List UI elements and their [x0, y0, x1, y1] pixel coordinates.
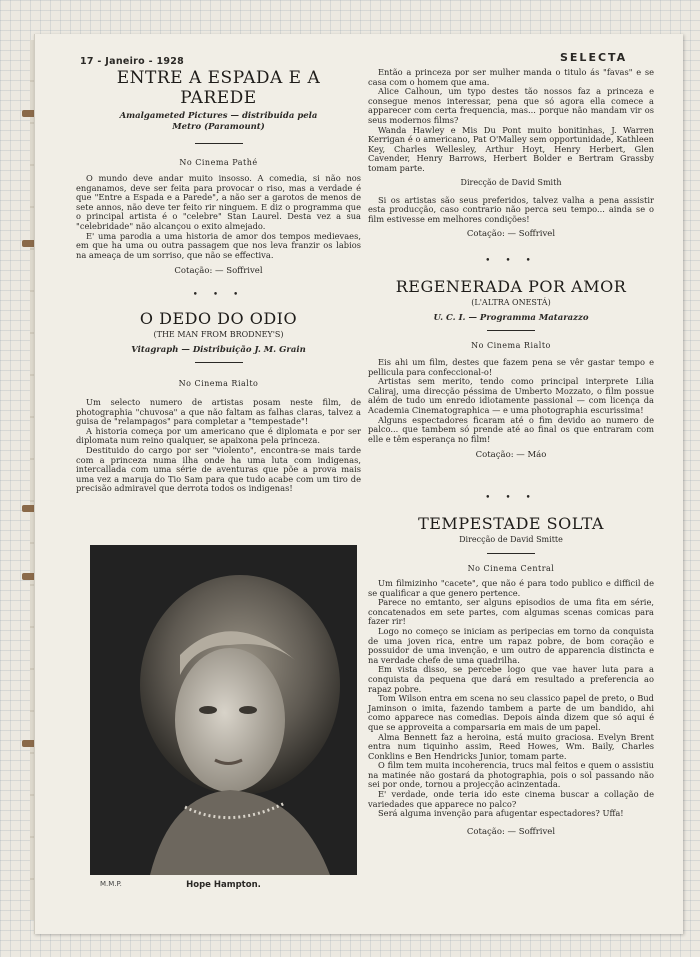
review-direction: Direcção de David Smitte	[459, 535, 563, 544]
review-title: REGENERADA POR AMOR	[395, 277, 627, 296]
paragraph: Um filmizinho "cacete", que não é para todo publico e difficil de se qualificar a que genero pertence.	[368, 578, 654, 598]
divider	[487, 330, 535, 331]
paragraph: Wanda Hawley e Mis Du Pont muito bonitinhas, J. Warren Kerrigan é o americano, Pat O'Malley sem opportunidade, Kathleen Key, Charles Wellesley, Arthur Hoyt, Henry Herbert, Glen Cavender, Henry Barrows, Herbert Bolder e Bertram Grassby tomam parte.	[368, 124, 654, 173]
review-o-dedo-continued	[368, 68, 654, 239]
portrait-photo	[90, 545, 357, 875]
paragraph: O film tem muita incoherencia, trucs mal feitos e quem o assistiu na matinée não gostará da photographia, pois o sol passando não sei por onde, tornou a projecção acinzentada.	[368, 760, 654, 790]
review-body	[368, 579, 654, 819]
review-closing	[368, 196, 654, 225]
divider	[195, 143, 243, 144]
review-rating: Cotação: — Soffrivel	[466, 229, 556, 240]
review-tempestade-solta	[368, 494, 654, 837]
review-original-title: (THE MAN FROM BRODNEY'S)	[153, 330, 284, 339]
review-producer: Vitagraph — Distribuição J. M. Grain	[131, 345, 306, 355]
review-venue: No Cinema Rialto	[178, 379, 259, 388]
divider	[487, 553, 535, 554]
portrait-illustration	[90, 545, 357, 875]
review-title: O DEDO DO ODIO	[139, 309, 298, 328]
paragraph: Alma Bennett faz a heroina, está muito graciosa. Evelyn Brent entra num tiquinho assim, Reed Howes, Wm. Baily, Charles Conklins e Ben Hendricks Junior, tomam parte.	[368, 731, 654, 761]
review-producer: Amalgameted Pictures — distribuida pela Metro (Paramount)	[119, 111, 318, 132]
ornament: • • •	[485, 256, 537, 266]
review-regenerada-por-amor	[368, 257, 654, 460]
paragraph: Em vista disso, se percebe logo que vae haver luta para a conquista da pequena que dará em resultado a preferencia ao rapaz pobre.	[368, 664, 654, 694]
paragraph: Logo no começo se iniciam as peripecias em torno da conquista de uma joven rica, entre um rapaz pobre, de bom coração e possuidor de uma invenção, e um outro de apparencia distincta e na verdade chefe de uma quadrilha.	[368, 625, 654, 665]
review-rating: Cotação: — Máo	[475, 450, 547, 461]
paragraph: A historia começa por um americano que é diplomata e por ser diplomata num reino qualquer, se apaixona pela princeza.	[76, 425, 361, 446]
review-body-continued	[368, 68, 654, 174]
review-producer: U. C. I. — Programma Matarazzo	[433, 313, 589, 323]
paragraph: Alice Calhoun, um typo destes tão nossos faz a princeza e consegue menos interessar, pena que só agora ella comece a apparecer com certa frequencia, mas... porque não mandam vir os seus modernos films?	[368, 86, 654, 125]
paragraph: Será alguma invenção para afugentar espectadores? Uffa!	[378, 808, 624, 819]
paragraph: Alguns espectadores ficaram até o fim devido ao numero de palco... que tambem só prende até ao final os que entraram com elle e têm esperança no film!	[368, 414, 654, 444]
paragraph: Um selecto numero de artistas posam neste film, de photographia "chuvosa" a que não faltam as falhas claras, talvez a guisa de "relampagos" para completar a "tempestade"!	[76, 397, 361, 427]
issue-date: 17 - Janeiro - 1928	[80, 56, 185, 67]
paragraph: Artistas sem merito, tendo como principal interprete Lilia Caliraj, uma direcção péssima de Umberto Mozzato, o film possue além de tudo um enredo idiotamente passional — com licença da Academia Cinematographica — e uma photographia escurissima!	[368, 376, 654, 415]
review-venue: No Cinema Central	[467, 564, 555, 573]
paragraph: Parece no emtanto, ser alguns episodios de uma fita em série, concatenados em sete partes, com algumas scenas comicas para fazer rir!	[368, 597, 654, 627]
divider	[195, 362, 243, 363]
review-title: ENTRE A ESPADA E A PAREDE	[116, 68, 321, 108]
paragraph: E' uma parodia a uma historia de amor dos tempos medievaes, em que ha uma ou outra passagem que nos leva franzir os labios na ameaça de um sorriso, que não se effectiva.	[76, 230, 361, 260]
review-body	[368, 358, 654, 444]
review-venue: No Cinema Rialto	[471, 341, 551, 350]
paragraph: O mundo deve andar muito insosso. A comedia, si não nos enganamos, deve ser feita para provocar o riso, mas a verdade é que "Entre a Espada e a Parede", a não ser a garotos de menos de sete annos, não deve ter feito rir ninguem. E diz o programma que o principal artista é o "celebre" Stan Laurel. Desta vez a sua "celebridade" não alcançou o exito almejado.	[76, 173, 361, 231]
review-o-dedo-do-odio	[76, 291, 361, 494]
review-body	[76, 174, 361, 260]
paragraph: E' verdade, onde teria ido este cinema buscar a collação de variedades que apparece no palco?	[368, 789, 654, 809]
review-rating: Cotação: — Soffrivel	[174, 266, 263, 277]
review-rating: Cotação: — Soffrivel	[466, 826, 556, 837]
paragraph: Si os artistas são seus preferidos, talvez valha a pena assistir esta producção, caso contrario não perca seu tempo... ainda se o film estivesse em melhores condições!	[368, 194, 654, 224]
ornament: • • •	[485, 493, 537, 503]
review-entre-a-espada	[76, 68, 361, 276]
review-venue: No Cinema Pathé	[179, 158, 258, 167]
paragraph: Então a princeza por ser mulher manda o titulo ás "favas" e se casa com o homem que ama.	[368, 67, 654, 87]
review-body	[76, 398, 361, 494]
photo-mark: M.M.P.	[100, 880, 122, 888]
photo-caption: Hope Hampton.	[186, 880, 261, 890]
review-original-title: (L'ALTRA ONESTÁ)	[471, 298, 551, 307]
magazine-name: SELECTA	[560, 51, 628, 64]
review-direction: Direcção de David Smith	[460, 177, 562, 187]
paragraph: Destituido do cargo por ser "violento", encontra-se mais tarde com a princeza numa ilha onde ha uma luta com indigenas, intercallada com uma série de aventuras que põe a prova mais uma vez a maruja do Tio Sam para que tudo acabe com um tiro de precisão admiravel que derrota todos os indigenas!	[76, 444, 361, 494]
review-title: TEMPESTADE SOLTA	[418, 514, 604, 533]
paragraph: Tom Wilson entra em scena no seu classico papel de preto, o Bud Jaminson o imita, fazendo tambem a parte de um bandido, ahi como apparece nas comedias. Depois ainda dizem que só aqui é que se approveita a comparsaria em mais de um papel.	[368, 693, 654, 732]
paragraph: Eis ahi um film, destes que fazem pena se vêr gastar tempo e pellicula para confeccional-o!	[368, 357, 654, 377]
ornament: • • •	[192, 290, 245, 300]
